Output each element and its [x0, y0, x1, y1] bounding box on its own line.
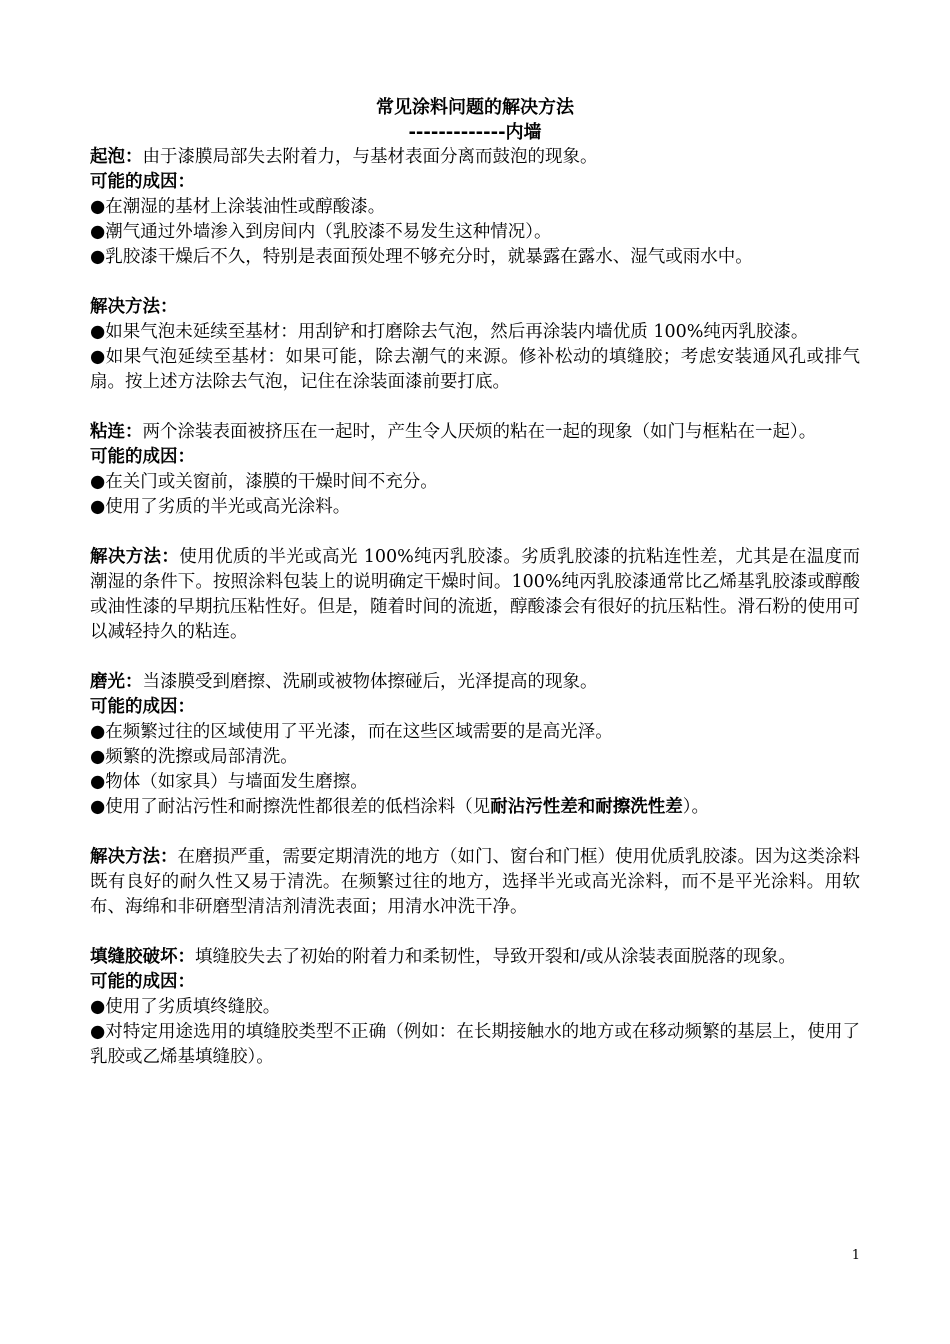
- list-item: ●乳胶漆干燥后不久，特别是表面预处理不够充分时，就暴露在露水、湿气或雨水中。: [90, 247, 753, 267]
- list-item: ●潮气通过外墙渗入到房间内（乳胶漆不易发生这种情况）。: [90, 222, 552, 242]
- list-item: [90, 795, 860, 820]
- list-item: ●在频繁过往的区域使用了平光漆，而在这些区域需要的是高光泽。: [90, 722, 613, 742]
- list-item: ●使用了劣质填终缝胶。: [90, 997, 281, 1017]
- list-item: ●对特定用途选用的填缝胶类型不正确（例如：在长期接触水的地方或在移动频繁的基层上，使用了乳胶或乙烯基填缝胶）。: [90, 1022, 860, 1067]
- solution-label: 解决方法：: [90, 847, 178, 867]
- term-definition: 填缝胶失去了初始的附着力和柔韧性，导致开裂和/或从涂装表面脱落的现象。: [195, 947, 796, 967]
- list-item: ●在关门或关窗前，漆膜的干燥时间不充分。: [90, 472, 438, 492]
- page-title: 常见涂料问题的解决方法: [376, 97, 574, 118]
- cross-reference: 耐沾污性差和耐擦洗性差: [490, 797, 683, 817]
- term-label: 起泡：: [90, 147, 143, 167]
- section-blocking-definition: [90, 420, 860, 445]
- list-item-text: ●使用了耐沾污性和耐擦洗性都很差的低档涂料（见: [90, 797, 491, 817]
- section-burnishing-definition: [90, 670, 860, 695]
- list-item: ●物体（如家具）与墙面发生磨擦。: [90, 772, 368, 792]
- term-label: 填缝胶破坏：: [90, 947, 195, 967]
- list-item: ●频繁的洗擦或局部清洗。: [90, 747, 298, 767]
- solution-label: 解决方法：: [90, 547, 180, 567]
- page-subtitle: -------------内墙: [408, 122, 542, 143]
- solution-paragraph: [90, 545, 860, 645]
- list-item-text: ）。: [682, 797, 710, 817]
- causes-label: 可能的成因：: [90, 697, 195, 717]
- list-item: ●如果气泡未延续至基材：用刮铲和打磨除去气泡，然后再涂装内墙优质 100%纯丙乳胶漆。: [90, 322, 809, 342]
- page-number: 1: [851, 1248, 860, 1263]
- causes-label: 可能的成因：: [90, 172, 195, 192]
- section-caulk-failure-definition: [90, 945, 860, 970]
- term-definition: 由于漆膜局部失去附着力，与基材表面分离而鼓泡的现象。: [142, 147, 598, 167]
- term-label: 磨光：: [90, 672, 143, 692]
- document-page: [90, 95, 860, 1070]
- causes-label: 可能的成因：: [90, 447, 195, 467]
- section-blistering-definition: [90, 145, 860, 170]
- solution-text: 在磨损严重，需要定期清洗的地方（如门、窗台和门框）使用优质乳胶漆。因为这类涂料既有良好的耐久性又易于清洗。在频繁过往的地方，选择半光或高光涂料，而不是平光涂料。用软布、海绵和非研磨型清洁剂清洗表面；用清水冲洗干净。: [90, 847, 860, 917]
- list-item: ●使用了劣质的半光或高光涂料。: [90, 497, 351, 517]
- solution-label: 解决方法：: [90, 297, 178, 317]
- list-item: ●如果气泡延续至基材：如果可能，除去潮气的来源。修补松动的填缝胶；考虑安装通风孔或排气扇。按上述方法除去气泡，记住在涂装面漆前要打底。: [90, 347, 860, 392]
- list-item: ●在潮湿的基材上涂装油性或醇酸漆。: [90, 197, 386, 217]
- solution-text: 使用优质的半光或高光 100%纯丙乳胶漆。劣质乳胶漆的抗粘连性差，尤其是在温度而潮湿的条件下。按照涂料包装上的说明确定干燥时间。100%纯丙乳胶漆通常比乙烯基乳胶漆或醇酸或油性漆的早期抗压粘性好。但是，随着时间的流逝，醇酸漆会有很好的抗压粘性。滑石粉的使用可以减轻持久的粘连。: [90, 547, 861, 642]
- causes-label: 可能的成因：: [90, 972, 195, 992]
- solution-paragraph: [90, 845, 860, 920]
- term-label: 粘连：: [90, 422, 143, 442]
- term-definition: 两个涂装表面被挤压在一起时，产生令人厌烦的粘在一起的现象（如门与框粘在一起）。: [142, 422, 817, 442]
- term-definition: 当漆膜受到磨擦、洗刷或被物体擦碰后，光泽提高的现象。: [142, 672, 598, 692]
